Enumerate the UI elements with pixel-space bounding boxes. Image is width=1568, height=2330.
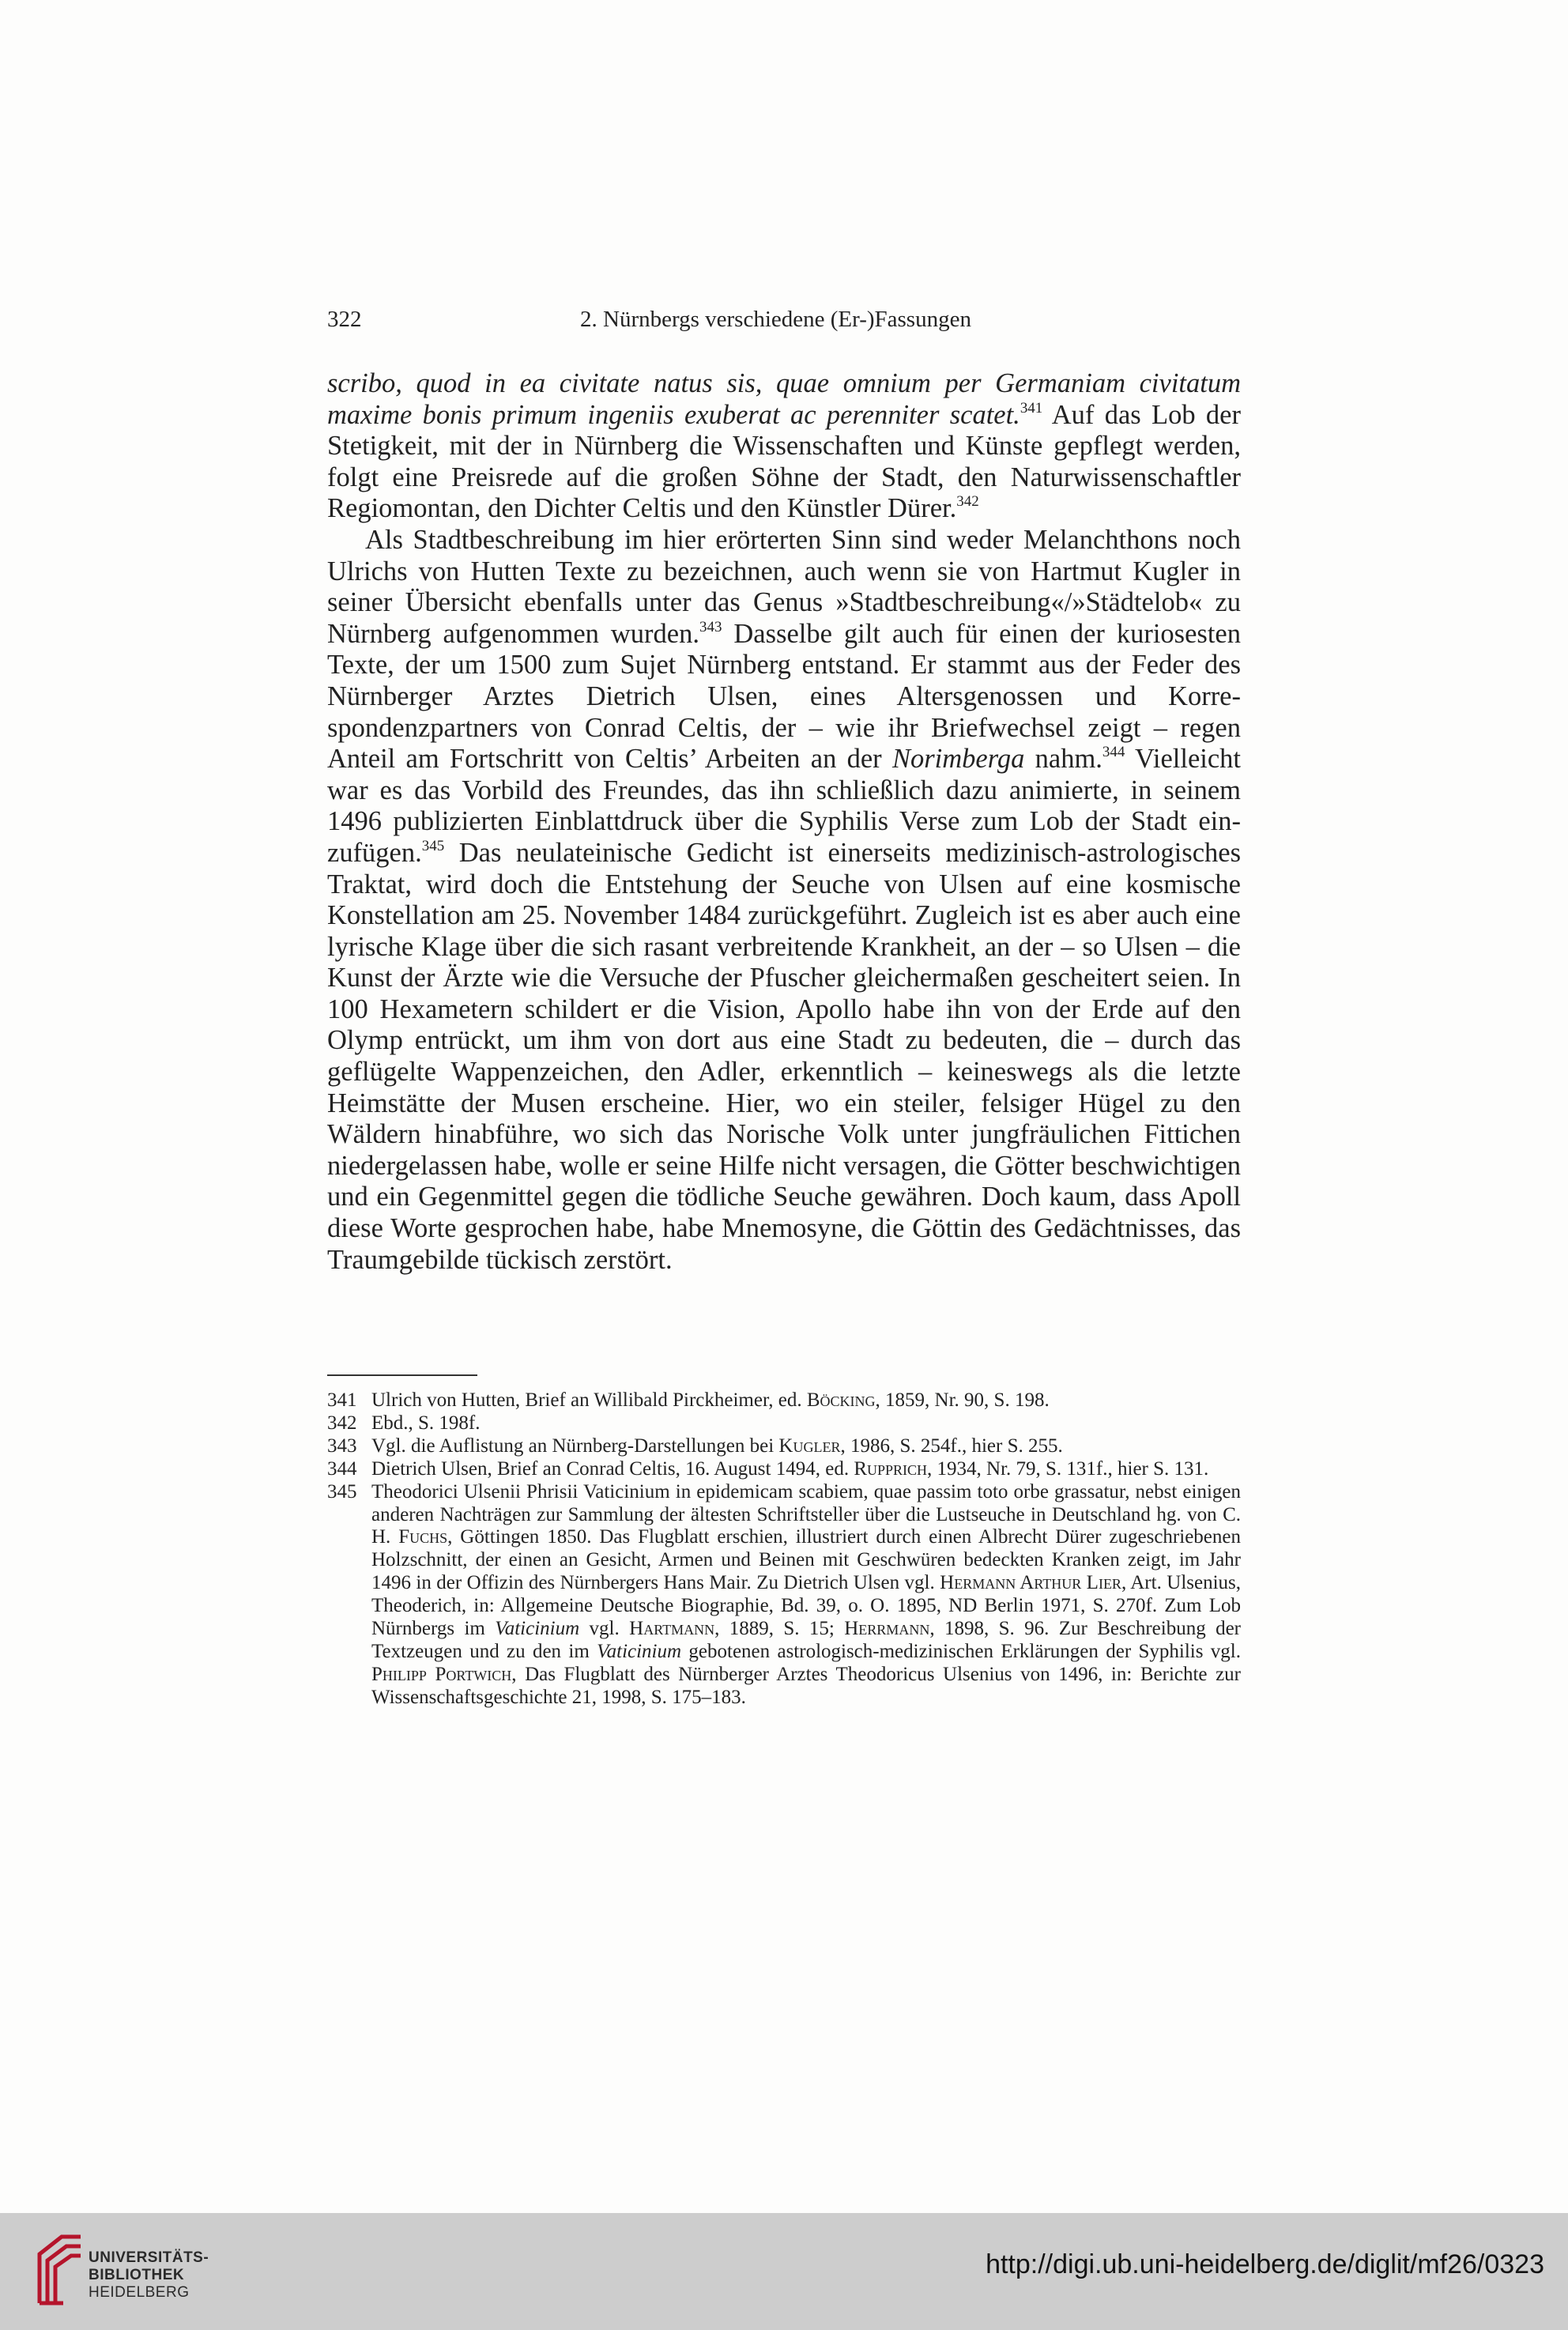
text-run: , 1898, S. 96. Zur Beschreibung der Textzeugen und zu den im	[371, 1618, 1241, 1662]
page-number: 322	[327, 307, 362, 332]
permalink-url[interactable]: http://digi.ub.uni-heidelberg.de/diglit/mf26/0323	[986, 2249, 1544, 2279]
footnote-343	[327, 1435, 1241, 1458]
author-name: Rupprich	[854, 1457, 928, 1480]
paragraph-text: Als Stadtbeschreibung im hier erörterten Sinn sind weder Melanchthons noch Ulrichs von Hutten Texte zu bezeichnen, auch wenn sie von Hartmut Kugler in seiner Übersicht ebenfalls unter das Genus »Stadtbeschreibung«/»Städtelob« zu Nürnberg aufgenommen wurden.	[327, 524, 1241, 649]
text-run: vgl.	[579, 1618, 630, 1640]
footnote-text: Ebd., S. 198f.	[371, 1412, 481, 1434]
text-run: Vgl. die Auflistung an Nürnberg-Darstellungen bei	[371, 1435, 779, 1457]
footnote-342	[327, 1412, 1241, 1435]
author-name: Hermann Arthur Lier	[940, 1572, 1121, 1594]
author-name: Philipp Portwich	[371, 1663, 512, 1685]
author-name: Kugler	[778, 1435, 841, 1457]
library-logo-icon	[35, 2230, 85, 2311]
paragraph-text: Auf das Lob der Stetigkeit, mit der in Nürnberg die Wissenschaften und Künste gepflegt werden, folgt eine Preisrede auf die großen Söhne der Stadt, den Naturwissenschaftler Regiomontan, den Dichter Celtis und den Künstler Dürer.	[327, 399, 1241, 524]
text-run: Dietrich Ulsen, Brief an Conrad Celtis, 16. August 1494, ed.	[371, 1457, 854, 1480]
running-head	[327, 307, 1241, 338]
paragraph-2	[327, 525, 1241, 1276]
text-run: gebotenen astrologisch-medizinischen Erklärungen der Syphilis vgl.	[681, 1640, 1241, 1662]
library-name-line: HEIDELBERG	[89, 2284, 190, 2301]
footnote-number: 344	[327, 1457, 357, 1480]
text-run: , Das Flugblatt des Nürnberger Arztes Theodoricus Ulsenius von 1496, in: Berichte zur Wissenschaftsgeschichte 21, 1998, S. 175–183.	[371, 1663, 1242, 1708]
footnote-text	[371, 1435, 1241, 1458]
author-name: Herrmann	[844, 1618, 930, 1640]
paragraph-text: Dasselbe gilt auch für einen der kuriosesten Texte, der um 1500 zum Sujet Nürnberg entstand. Er stammt aus der Feder des Nürnberger Arztes Dietrich Ulsen, eines Altersgenossen und Korrespondenzpartners von Conrad Celtis, der – wie ihr Briefwechsel zeigt – regen Anteil am Fortschritt von Celtis’ Arbeiten an der	[327, 618, 1241, 775]
paragraph-text: Vielleicht war es das Vorbild des Freundes, das ihn schließlich dazu animierte, in seinem 1496 publizierten Einblattdruck über die Syphilis Verse zum Lob der Stadt einzufügen.	[327, 744, 1241, 868]
library-name	[89, 2249, 209, 2302]
text-run: , 1859, Nr. 90, S. 198.	[875, 1389, 1050, 1411]
footnote-ref-341: 341	[1020, 399, 1043, 417]
footnote-text	[371, 1481, 1241, 1710]
paragraph-text: nahm.	[1024, 744, 1102, 775]
footnotes	[327, 1389, 1241, 1710]
footnote-ref-345: 345	[421, 837, 445, 854]
work-title: Norimberga	[891, 744, 1025, 775]
work-title: Vaticinium	[495, 1618, 580, 1640]
footnote-text	[371, 1458, 1241, 1481]
paragraph-1	[327, 368, 1241, 525]
footnote-number: 342	[327, 1412, 357, 1434]
footnote-number: 343	[327, 1435, 357, 1457]
author-name: Hartmann	[629, 1618, 715, 1640]
text-run: , 1889, S. 15;	[714, 1618, 845, 1640]
footnote-text	[371, 1389, 1241, 1412]
text-run: , Art. Ulsenius, Theoderich, in: Allgemeine Deutsche Biographie, Bd. 39, o. O. 1895, ND Berlin 1971, S. 270f. Zum Lob Nürnbergs im	[371, 1572, 1242, 1640]
paragraph-text: Das neulateinische Gedicht ist einerseits medizinisch-astrologisches Traktat, wird doch die Entstehung der Seuche von Ulsen auf eine kosmische Konstellation am 25. November 1484 zurückgeführt. Zugleich ist es aber auch eine lyrische Klage über die sich rasant verbreitende Krankheit, an der – so Ulsen – die Kunst der Ärzte wie die Versuche der Pfuscher gleichermaßen gescheitert seien. In 100 Hexametern schildert er die Vision, Apollo habe ihn von der Erde auf den Olymp entrückt, um ihm von dort aus eine Stadt zu bedeuten, die – durch das geflügelte Wappenzeichen, den Adler, erkenntlich – keineswegs als die letzte Heimstätte der Musen erscheine. Hier, wo ein steiler, felsiger Hügel zu den Wäldern hinabführe, wo sich das Norische Volk unter jungfräulichen Fittichen niedergelassen habe, wolle er seine Hilfe nicht versagen, die Götter beschwichtigen und ein Gegenmittel gegen die tödliche Seuche gewähren. Doch kaum, dass Apoll diese Worte gesprochen habe, habe Mnemosyne, die Göttin des Gedächtnisses, das Traumgebilde tückisch zerstört.	[327, 837, 1241, 1275]
author-name: Fuchs	[398, 1526, 448, 1548]
footnote-ref-343: 343	[699, 618, 722, 635]
work-title: Vaticinium	[597, 1640, 682, 1662]
footnote-344	[327, 1458, 1241, 1481]
footnote-341	[327, 1389, 1241, 1412]
text-run: , 1934, Nr. 79, S. 131f., hier S. 131.	[927, 1457, 1209, 1480]
author-name: Böcking	[806, 1389, 876, 1411]
footnote-345	[327, 1481, 1241, 1710]
text-run: , Göttingen 1850. Das Flugblatt erschien, illustriert durch einen Albrecht Dürer zugeschriebenen Holzschnitt, der einen an Gesicht, Armen und Beinen mit Geschwüren bedeckten Kranken zeigt, im Jahr 1496 in der Offizin des Nürnbergers Hans Mair. Zu Dietrich Ulsen vgl.	[371, 1526, 1241, 1594]
text-run: Ulrich von Hutten, Brief an Willibald Pirckheimer, ed.	[371, 1389, 807, 1411]
latin-quote: scribo, quod in ea civitate natus sis, quae omnium per Germaniam civitatum maxime bonis primum ingeniis exuberat ac perenniter scatet.	[327, 368, 1241, 430]
footnote-divider	[327, 1374, 477, 1376]
digitization-footer	[0, 2213, 1568, 2330]
footnote-ref-344: 344	[1102, 743, 1125, 760]
text-run: , 1986, S. 254f., hier S. 255.	[840, 1435, 1063, 1457]
main-text	[327, 368, 1241, 1276]
text-run: Theodorici Ulsenii Phrisii Vaticinium in epidemicam scabiem, quae passim toto orbe grassatur, nebst einigen anderen Nachträgen zur Sammlung der ältesten Schriftsteller über die Lustseuche in Deutschland hg. von C. H.	[371, 1480, 1241, 1548]
footnote-number: 341	[327, 1389, 357, 1411]
library-name-line: BIBLIOTHEK	[89, 2267, 185, 2283]
library-name-line: UNIVERSITÄTS-	[89, 2249, 209, 2266]
chapter-title: 2. Nürnbergs verschiedene (Er-)Fassungen	[580, 307, 971, 332]
footnote-number: 345	[327, 1480, 357, 1502]
footnote-ref-342: 342	[956, 493, 979, 511]
